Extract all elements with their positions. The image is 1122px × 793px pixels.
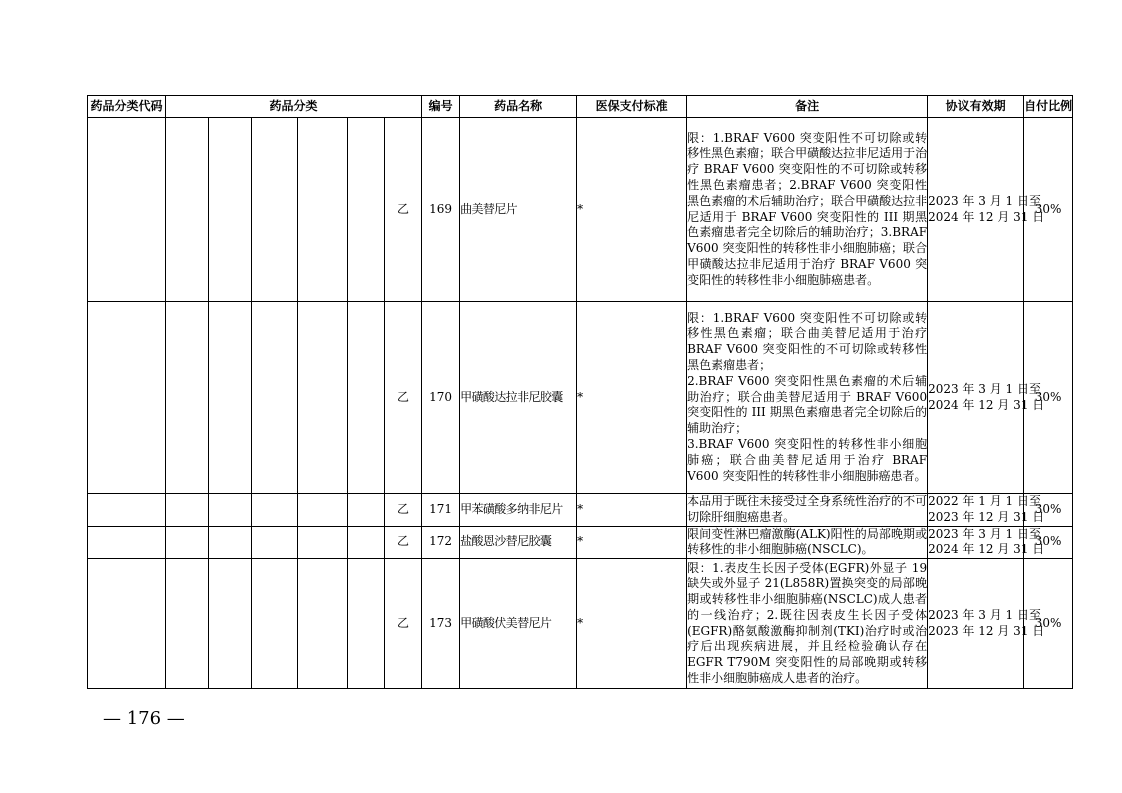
category-cell bbox=[209, 118, 252, 302]
header-drug-name: 药品名称 bbox=[460, 96, 577, 118]
table-row bbox=[88, 494, 1073, 527]
payment-standard-cell: * bbox=[577, 526, 687, 559]
remarks-cell bbox=[687, 118, 928, 302]
code-cell bbox=[88, 559, 166, 689]
category-cell bbox=[298, 302, 348, 494]
remarks-text: 本品用于既往未接受过全身系统性治疗的不可切除肝细胞癌患者。 bbox=[687, 494, 928, 524]
header-payment-standard: 医保支付标准 bbox=[577, 96, 687, 118]
number-cell: 169 bbox=[422, 118, 460, 302]
category-cell bbox=[252, 494, 298, 527]
category-class-cell: 乙 bbox=[385, 302, 422, 494]
category-cell bbox=[348, 302, 385, 494]
remarks-cell bbox=[687, 559, 928, 689]
validity-start: 2022 年 1 月 1 日至 bbox=[928, 494, 1041, 508]
category-cell bbox=[252, 302, 298, 494]
self-pay-ratio-cell: 30% bbox=[1024, 494, 1073, 527]
remarks-cell bbox=[687, 494, 928, 527]
category-cell bbox=[166, 526, 209, 559]
category-cell bbox=[298, 526, 348, 559]
remarks-cell bbox=[687, 526, 928, 559]
code-cell bbox=[88, 526, 166, 559]
payment-standard-cell: * bbox=[577, 494, 687, 527]
header-remarks: 备注 bbox=[687, 96, 928, 118]
remarks-text: 限：1.BRAF V600 突变阳性不可切除或转移性黑色素瘤；联合甲磺酸达拉非尼适用于治疗 BRAF V600 突变阳性的不可切除或转移性黑色素瘤患者；2.BRAF V600 突变阳性黑色素瘤的术后辅助治疗；联合甲磺酸达拉非尼适用于 BRAF V600 突变阳性的 III 期黑色素瘤患者完全切除后的辅助治疗；3.BRAF V600 突变阳性的转移性非小细胞肺癌；联合甲磺酸达拉非尼适用于治疗 BRAF V600 突变阳性的转移性非小细胞肺癌患者。 bbox=[687, 130, 928, 287]
self-pay-ratio-cell: 30% bbox=[1024, 559, 1073, 689]
table-header-row bbox=[88, 96, 1073, 118]
validity-cell bbox=[928, 559, 1045, 689]
validity-start: 2023 年 3 月 1 日至 bbox=[928, 193, 1041, 208]
category-cell bbox=[298, 494, 348, 527]
validity-end: 2024 年 12 月 31 日 bbox=[928, 542, 1045, 557]
category-cell bbox=[209, 494, 252, 527]
remarks-text: 限：1.BRAF V600 突变阳性不可切除或转移性黑色素瘤；联合曲美替尼适用于治疗 BRAF V600 突变阳性的不可切除或转移性黑色素瘤患者； bbox=[687, 310, 928, 372]
code-cell bbox=[88, 302, 166, 494]
remarks-text: 2.BRAF V600 突变阳性黑色素瘤的术后辅助治疗；联合曲美替尼适用于 BRAF V600 突变阳性的 III 期黑色素瘤患者完全切除后的辅助治疗； bbox=[687, 373, 928, 436]
category-cell bbox=[348, 526, 385, 559]
category-cell bbox=[348, 494, 385, 527]
validity-end: 2024 年 12 月 31 日 bbox=[928, 209, 1045, 224]
category-cell bbox=[252, 559, 298, 689]
validity-cell bbox=[928, 118, 1045, 302]
table-row bbox=[88, 302, 1073, 494]
remarks-text: 限间变性淋巴瘤激酶(ALK)阳性的局部晚期或转移性的非小细胞肺癌(NSCLC)。 bbox=[687, 526, 928, 557]
header-self-pay: 自付比例 bbox=[1024, 96, 1073, 118]
validity-cell bbox=[928, 494, 1045, 527]
category-cell bbox=[166, 559, 209, 689]
header-number: 编号 bbox=[422, 96, 460, 118]
number-cell: 173 bbox=[422, 559, 460, 689]
category-class-cell: 乙 bbox=[385, 494, 422, 527]
table-row bbox=[88, 526, 1073, 559]
category-cell bbox=[348, 118, 385, 302]
remarks-cell bbox=[687, 302, 928, 494]
self-pay-ratio-cell: 30% bbox=[1024, 526, 1073, 559]
validity-start: 2023 年 3 月 1 日至 bbox=[928, 607, 1041, 622]
code-cell bbox=[88, 118, 166, 302]
drug-name-cell: 曲美替尼片 bbox=[460, 118, 577, 302]
category-cell bbox=[209, 526, 252, 559]
drug-name-cell: 盐酸恩沙替尼胶囊 bbox=[460, 526, 577, 559]
payment-standard-cell: * bbox=[577, 302, 687, 494]
header-code: 药品分类代码 bbox=[88, 96, 166, 118]
payment-standard-cell: * bbox=[577, 559, 687, 689]
payment-standard-cell: * bbox=[577, 118, 687, 302]
remarks-text: 限：1.表皮生长因子受体(EGFR)外显子 19 缺失或外显子 21(L858R)置换突变的局部晚期或转移性非小细胞肺癌(NSCLC)成人患者的一线治疗；2.既往因表皮生长因子受体(EGFR)酪氨酸激酶抑制剂(TKI)治疗时或治疗后出现疾病进展，并且经检验确认存在 EGFR T790M 突变阳性的局部晚期或转移性非小细胞肺癌成人患者的治疗。 bbox=[687, 560, 928, 686]
category-cell bbox=[166, 302, 209, 494]
category-cell bbox=[166, 494, 209, 527]
category-cell bbox=[252, 118, 298, 302]
validity-cell bbox=[928, 302, 1045, 494]
drug-name-cell: 甲苯磺酸多纳非尼片 bbox=[460, 494, 577, 527]
drug-name-cell: 甲磺酸达拉非尼胶囊 bbox=[460, 302, 577, 494]
validity-end: 2023 年 12 月 31 日 bbox=[928, 623, 1045, 638]
drug-table bbox=[87, 95, 1073, 689]
category-cell bbox=[166, 118, 209, 302]
category-class-cell: 乙 bbox=[385, 118, 422, 302]
page-number: — 176 — bbox=[103, 708, 185, 729]
table-row bbox=[88, 118, 1073, 302]
category-cell bbox=[209, 559, 252, 689]
table-row bbox=[88, 559, 1073, 689]
category-cell bbox=[209, 302, 252, 494]
drug-name-cell: 甲磺酸伏美替尼片 bbox=[460, 559, 577, 689]
category-cell bbox=[348, 559, 385, 689]
number-cell: 170 bbox=[422, 302, 460, 494]
code-cell bbox=[88, 494, 166, 527]
number-cell: 171 bbox=[422, 494, 460, 527]
category-class-cell: 乙 bbox=[385, 526, 422, 559]
validity-cell bbox=[928, 526, 1045, 559]
category-cell bbox=[298, 559, 348, 689]
self-pay-ratio-cell: 30% bbox=[1024, 118, 1073, 302]
header-category: 药品分类 bbox=[166, 96, 422, 118]
header-validity: 协议有效期 bbox=[928, 96, 1024, 118]
validity-start: 2023 年 3 月 1 日至 bbox=[928, 381, 1041, 396]
validity-end: 2024 年 12 月 31 日 bbox=[928, 397, 1045, 412]
category-cell bbox=[298, 118, 348, 302]
validity-start: 2023 年 3 月 1 日至 bbox=[928, 526, 1041, 541]
validity-end: 2023 年 12 月 31 日 bbox=[928, 509, 1045, 524]
number-cell: 172 bbox=[422, 526, 460, 559]
self-pay-ratio-cell: 30% bbox=[1024, 302, 1073, 494]
category-class-cell: 乙 bbox=[385, 559, 422, 689]
category-cell bbox=[252, 526, 298, 559]
remarks-text: 3.BRAF V600 突变阳性的转移性非小细胞肺癌；联合曲美替尼适用于治疗 BRAF V600 突变阳性的转移性非小细胞肺癌患者。 bbox=[687, 436, 928, 483]
